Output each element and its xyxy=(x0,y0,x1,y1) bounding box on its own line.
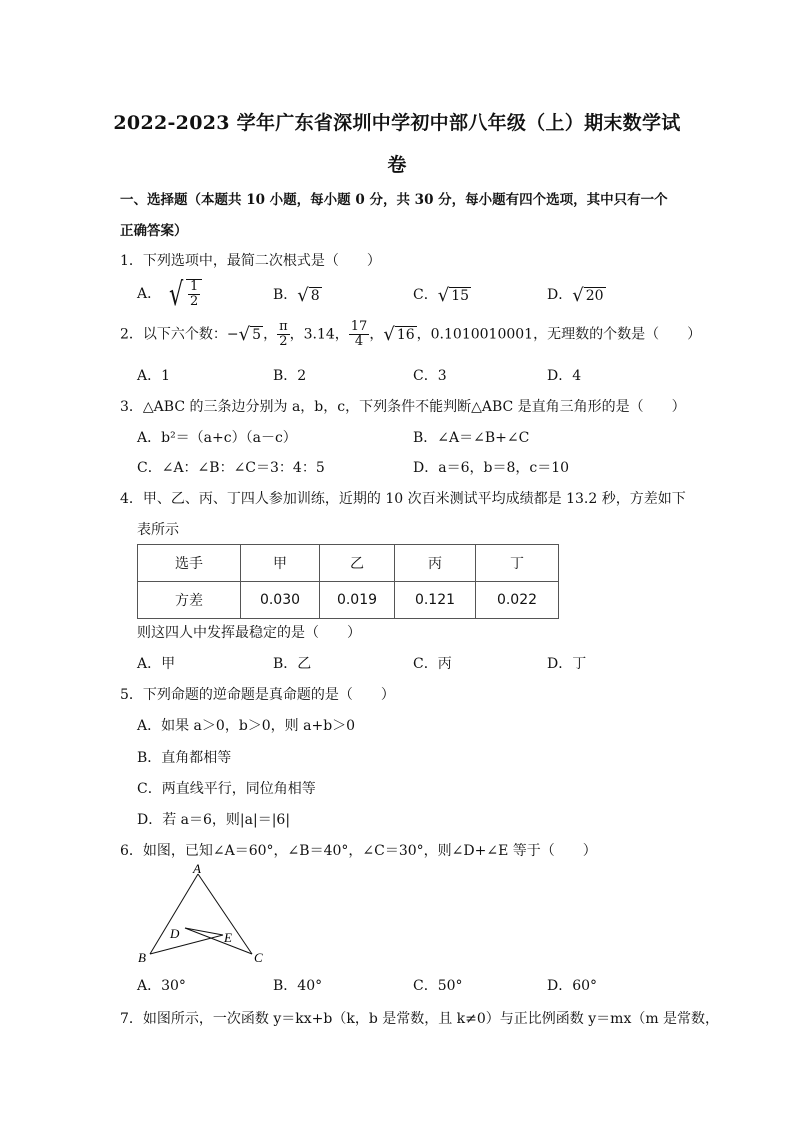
q1-option-c: C．√ 15 xyxy=(413,284,470,306)
q1-a-label: A． xyxy=(137,286,162,302)
q4-option-c: C．丙 xyxy=(413,656,452,672)
q1-b-label: B． xyxy=(273,287,298,303)
table-cell: 甲 xyxy=(241,545,320,582)
q4-option-d: D．丁 xyxy=(547,656,587,672)
sqrt-symbol: √ $\frac{1}{2}$ xyxy=(166,276,203,312)
q1-a-denominator: 2 xyxy=(189,294,199,309)
q6-option-b: B．40° xyxy=(273,978,323,994)
q3-option-c: C．∠A：∠B：∠C＝3：4：5 xyxy=(137,460,325,476)
q2-option-a: A．1 xyxy=(137,368,171,384)
q2-tail: 0.1010010001，无理数的个数是（ ） xyxy=(430,326,702,343)
q1-option-b: B．√ 8 xyxy=(273,284,320,306)
q2-rad16: 16 xyxy=(396,327,415,343)
q2-neg-radicand: 5 xyxy=(252,327,262,343)
section1-heading-cont: 正确答案） xyxy=(120,223,188,239)
q1-stem: 1．下列选项中，最简二次根式是（ ） xyxy=(120,253,381,269)
label-c: C xyxy=(254,950,263,965)
exam-title-line2: 卷 xyxy=(387,154,407,176)
q2-option-c: C．3 xyxy=(413,368,447,384)
table-header-row xyxy=(138,545,559,582)
q7-stem: 7．如图所示，一次函数 y＝kx+b（k，b 是常数，且 k≠0）与正比例函数 y＝mx（m 是常数， xyxy=(120,1011,720,1027)
triangle-figure xyxy=(130,862,280,972)
q2-option-b: B．2 xyxy=(273,368,307,384)
label-a: A xyxy=(193,862,201,876)
table-cell: 0.022 xyxy=(476,582,559,619)
q4-stem-cont: 表所示 xyxy=(137,522,179,538)
table-cell: 丙 xyxy=(395,545,476,582)
q2-frac-numerator: 17 xyxy=(350,319,368,334)
q3-option-a: A．b²＝（a+c）（a－c） xyxy=(137,430,297,446)
segment-de xyxy=(185,928,223,935)
q4-option-b: B．乙 xyxy=(273,656,312,672)
table-cell: 0.121 xyxy=(395,582,476,619)
q1-c-radicand: 15 xyxy=(451,287,470,304)
exam-title-line1: 2022-2023 学年广东省深圳中学初中部八年级（上）期末数学试 xyxy=(113,112,681,134)
section1-heading: 一、选择题（本题共 10 小题，每小题 0 分，共 30 分，每小题有四个选项，其中只有一个 xyxy=(120,192,668,208)
q2-pi-numerator: π xyxy=(279,319,288,334)
table-cell: 乙 xyxy=(320,545,395,582)
q2-pi-denominator: 2 xyxy=(279,334,288,349)
q2-stem: 2．以下六个数：−√ 5 ， $\frac{\pi}{2}$ ，3.14， $\frac{17}{4}$ ，√ 16 ，0.1010010001，无理数的个数是（ ） xyxy=(120,319,702,349)
q5-stem: 5．下列命题的逆命题是真命题的是（ ） xyxy=(120,687,395,703)
q1-d-radicand: 20 xyxy=(585,287,604,304)
q1-option-d: D．√ 20 xyxy=(547,284,604,306)
segment-ab xyxy=(150,874,198,954)
q6-stem: 6．如图，已知∠A＝60°，∠B＝40°，∠C＝30°，则∠D+∠E 等于（ ） xyxy=(120,843,597,859)
table-cell: 0.019 xyxy=(320,582,395,619)
table-cell: 0.030 xyxy=(241,582,320,619)
q3-stem: 3．△ABC 的三条边分别为 a，b，c，下列条件不能判断△ABC 是直角三角形的是（ ） xyxy=(120,399,686,415)
table-row xyxy=(138,582,559,619)
q4-stem: 4．甲、乙、丙、丁四人参加训练，近期的 10 次百米测试平均成绩都是 13.2 秒，方差如下 xyxy=(120,491,686,507)
q6-option-d: D．60° xyxy=(547,978,598,994)
q1-d-label: D． xyxy=(547,287,573,303)
q5-option-d: D．若 a＝6，则|a|＝|6| xyxy=(137,812,291,828)
q4-question: 则这四人中发挥最稳定的是（ ） xyxy=(137,625,361,641)
q2-number-314: 3.14 xyxy=(303,326,335,343)
table-cell: 丁 xyxy=(476,545,559,582)
q6-option-a: A．30° xyxy=(137,978,186,994)
q1-option-a xyxy=(137,276,202,312)
q5-option-c: C．两直线平行，同位角相等 xyxy=(137,781,316,797)
q2-option-d: D．4 xyxy=(547,368,582,384)
segment-be xyxy=(150,935,223,954)
label-b: B xyxy=(138,950,146,965)
q1-c-label: C． xyxy=(413,287,438,303)
q3-option-b: B．∠A＝∠B+∠C xyxy=(413,430,530,446)
label-e: E xyxy=(224,930,232,945)
segment-dc xyxy=(185,928,252,954)
q1-a-numerator: 1 xyxy=(189,279,199,294)
label-d: D xyxy=(170,926,180,941)
q4-option-a: A．甲 xyxy=(137,656,176,672)
table-cell: 方差 xyxy=(138,582,241,619)
q3-option-d: D．a＝6，b＝8，c＝10 xyxy=(413,460,570,476)
q5-option-a: A．如果 a＞0，b＞0，则 a+b＞0 xyxy=(137,718,356,734)
q2-prefix: 2．以下六个数： xyxy=(120,326,227,343)
q6-option-c: C．50° xyxy=(413,978,463,994)
table-cell: 选手 xyxy=(138,545,241,582)
q1-b-radicand: 8 xyxy=(310,287,320,304)
q2-frac-denominator: 4 xyxy=(354,334,364,349)
q5-option-b: B．直角都相等 xyxy=(137,750,232,766)
variance-table xyxy=(137,544,559,619)
